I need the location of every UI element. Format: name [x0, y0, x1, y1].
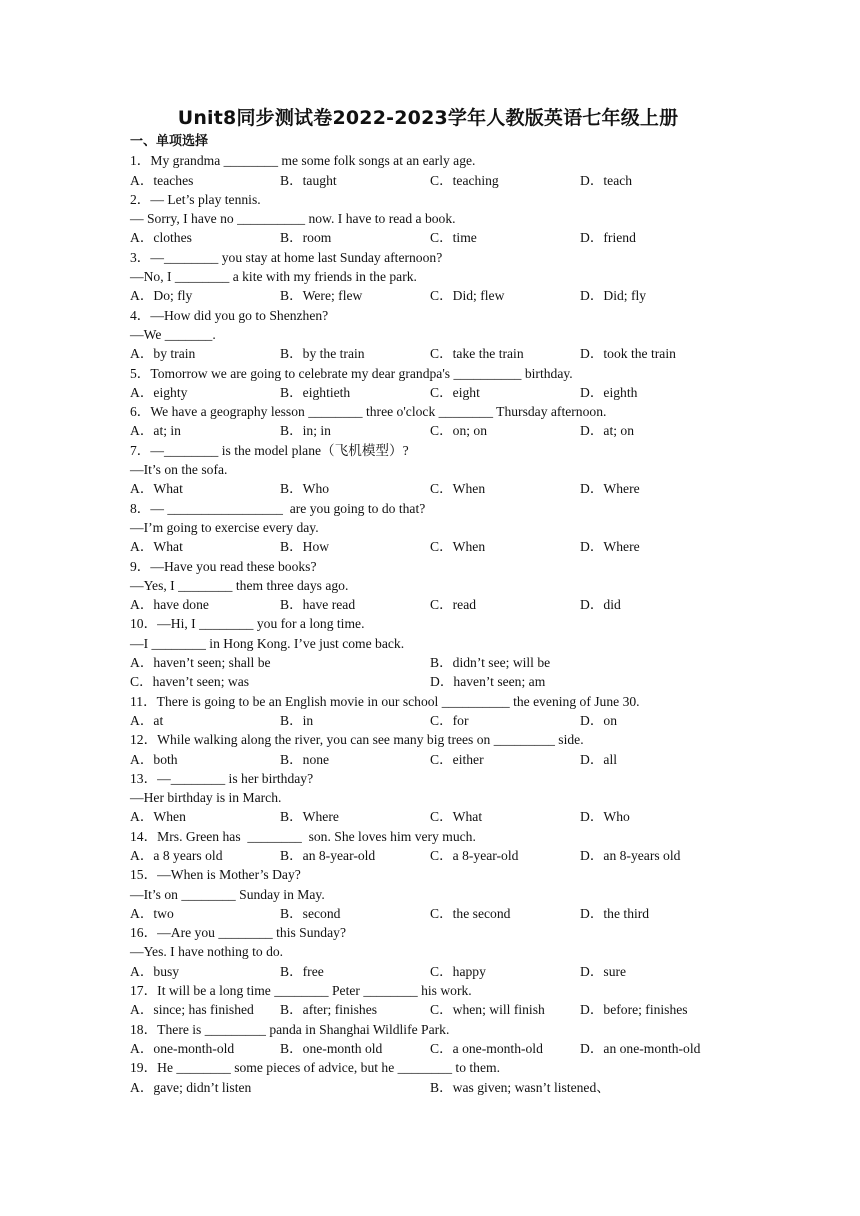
option-d: D．Where: [580, 539, 640, 555]
option-b: B．eightieth: [280, 384, 351, 400]
options-row: [130, 479, 750, 498]
option-b: B．Where: [280, 809, 339, 825]
option-c: C．when; will finish: [430, 1002, 545, 1018]
option-c: C．Did; flew: [430, 288, 505, 304]
option-c: C．a one-month-old: [430, 1040, 543, 1056]
question-item: [130, 402, 750, 441]
question-stem: 2．— Let’s play tennis.: [130, 191, 261, 207]
option-b: B．one-month old: [280, 1040, 383, 1056]
question-item: [130, 441, 750, 499]
question-item: [130, 827, 750, 866]
option-c: C．take the train: [430, 346, 524, 362]
option-c: C．teaching: [430, 172, 499, 188]
option-b: B．have read: [280, 597, 356, 613]
question-dialogue-line: —It’s on ________ Sunday in May.: [130, 886, 325, 902]
option-c: C．When: [430, 539, 486, 555]
question-stem: 12．While walking along the river, you can see many big trees on _________ side.: [130, 732, 584, 748]
option-d: D．before; finishes: [580, 1002, 688, 1018]
document-page: [130, 104, 750, 1097]
option-d: D．haven’t seen; am: [430, 674, 546, 690]
option-b: B．an 8-year-old: [280, 847, 376, 863]
question-dialogue-line: —Yes. I have nothing to do.: [130, 944, 284, 960]
option-c: C．happy: [430, 963, 486, 979]
section-heading: 一、单项选择: [130, 134, 209, 149]
option-a: A．busy: [130, 963, 180, 979]
question-stem: 4．—How did you go to Shenzhen?: [130, 307, 329, 323]
question-stem: 9．—Have you read these books?: [130, 558, 317, 574]
option-a: A．since; has finished: [130, 1002, 254, 1018]
question-dialogue-line: — Sorry, I have no __________ now. I have to read a book.: [130, 211, 456, 227]
option-b: B．room: [280, 230, 332, 246]
question-item: [130, 614, 750, 691]
options-row: [130, 904, 750, 923]
question-item: [130, 248, 750, 306]
option-b: B．Were; flew: [280, 288, 363, 304]
option-c: C．either: [430, 751, 484, 767]
option-a: A．by train: [130, 346, 196, 362]
question-stem: 8．— _________________ are you going to do that?: [130, 500, 426, 516]
option-d: D．took the train: [580, 346, 676, 362]
question-stem: 3．—________ you stay at home last Sunday afternoon?: [130, 249, 443, 265]
option-a: A．one-month-old: [130, 1040, 235, 1056]
option-c: C．for: [430, 712, 469, 728]
question-stem: 5．Tomorrow we are going to celebrate my dear grandpa's __________ birthday.: [130, 365, 573, 381]
option-a: A．a 8 years old: [130, 847, 223, 863]
option-c: C．eight: [430, 384, 480, 400]
option-d: D．on: [580, 712, 618, 728]
option-b: B．in: [280, 712, 314, 728]
question-item: [130, 692, 750, 731]
option-a: A．eighty: [130, 384, 188, 400]
options-row: [130, 653, 750, 672]
option-c: C．the second: [430, 905, 511, 921]
option-a: A．at; in: [130, 423, 181, 439]
question-dialogue-line: —We _______.: [130, 326, 216, 342]
option-c: C．read: [430, 597, 477, 613]
question-dialogue-line: —Her birthday is in March.: [130, 790, 282, 806]
option-b: B．free: [280, 963, 324, 979]
options-row: [130, 537, 750, 556]
option-c: C．a 8-year-old: [430, 847, 519, 863]
option-a: A．have done: [130, 597, 209, 613]
option-a: A．two: [130, 905, 174, 921]
option-c: C．on; on: [430, 423, 488, 439]
question-dialogue-line: —No, I ________ a kite with my friends in the park.: [130, 269, 417, 285]
question-dialogue-line: —It’s on the sofa.: [130, 462, 228, 478]
option-d: D．at; on: [580, 423, 634, 439]
option-d: D．sure: [580, 963, 627, 979]
options-row: [130, 171, 750, 190]
question-list: [130, 151, 750, 1097]
option-b: B．by the train: [280, 346, 365, 362]
option-d: D．all: [580, 751, 617, 767]
option-d: D．Who: [580, 809, 630, 825]
options-row: [130, 750, 750, 769]
option-d: D．Did; fly: [580, 288, 647, 304]
question-item: [130, 1058, 750, 1097]
option-d: D．did: [580, 597, 621, 613]
question-item: [130, 1020, 750, 1059]
option-a: A．What: [130, 539, 183, 555]
option-b: B．didn’t see; will be: [430, 655, 551, 671]
option-c: C．haven’t seen; was: [130, 674, 250, 690]
options-row: [130, 228, 750, 247]
option-c: C．time: [430, 230, 477, 246]
question-stem: 13．—________ is her birthday?: [130, 770, 314, 786]
options-row: [130, 672, 750, 691]
option-c: C．When: [430, 481, 486, 497]
option-a: A．both: [130, 751, 178, 767]
page-title: Unit8同步测试卷2022-2023学年人教版英语七年级上册: [177, 107, 679, 129]
options-row: [130, 383, 750, 402]
option-b: B．was given; wasn’t listened、: [430, 1079, 610, 1095]
options-row: [130, 1078, 750, 1097]
options-row: [130, 1039, 750, 1058]
question-stem: 10．—Hi, I ________ you for a long time.: [130, 616, 365, 632]
question-stem: 7．—________ is the model plane（飞机模型）?: [130, 442, 409, 458]
question-dialogue-line: —I ________ in Hong Kong. I’ve just come back.: [130, 635, 405, 651]
option-a: A．What: [130, 481, 183, 497]
option-d: D．eighth: [580, 384, 638, 400]
question-item: [130, 557, 750, 615]
options-row: [130, 421, 750, 440]
question-stem: 17．It will be a long time ________ Peter ________ his work.: [130, 983, 472, 999]
option-c: C．What: [430, 809, 483, 825]
option-a: A．When: [130, 809, 186, 825]
option-b: B．second: [280, 905, 341, 921]
question-stem: 14．Mrs. Green has ________ son. She loves him very much.: [130, 828, 476, 844]
option-b: B．taught: [280, 172, 337, 188]
question-stem: 1．My grandma ________ me some folk songs at an early age.: [130, 153, 476, 169]
option-b: B．in; in: [280, 423, 331, 439]
question-stem: 11．There is going to be an English movie in our school __________ the evening of June 30.: [130, 693, 640, 709]
option-d: D．friend: [580, 230, 636, 246]
option-b: B．after; finishes: [280, 1002, 378, 1018]
option-a: A．at: [130, 712, 164, 728]
option-a: A．haven’t seen; shall be: [130, 655, 271, 671]
option-d: D．teach: [580, 172, 633, 188]
options-row: [130, 286, 750, 305]
option-d: D．an one-month-old: [580, 1040, 701, 1056]
options-row: [130, 807, 750, 826]
option-a: A．teaches: [130, 172, 194, 188]
options-row: [130, 846, 750, 865]
question-item: [130, 981, 750, 1020]
question-item: [130, 499, 750, 557]
question-stem: 16．—Are you ________ this Sunday?: [130, 925, 346, 941]
options-row: [130, 1000, 750, 1019]
question-item: [130, 151, 750, 190]
question-item: [130, 190, 750, 248]
question-item: [130, 865, 750, 923]
option-a: A．gave; didn’t listen: [130, 1079, 252, 1095]
option-a: A．Do; fly: [130, 288, 193, 304]
options-row: [130, 344, 750, 363]
question-stem: 6．We have a geography lesson ________ three o'clock ________ Thursday afternoon.: [130, 404, 607, 420]
question-item: [130, 364, 750, 403]
options-row: [130, 595, 750, 614]
options-row: [130, 711, 750, 730]
question-item: [130, 923, 750, 981]
question-dialogue-line: —Yes, I ________ them three days ago.: [130, 577, 349, 593]
option-d: D．the third: [580, 905, 650, 921]
question-dialogue-line: —I’m going to exercise every day.: [130, 519, 319, 535]
question-stem: 19．He ________ some pieces of advice, but he ________ to them.: [130, 1060, 500, 1076]
question-item: [130, 306, 750, 364]
option-d: D．Where: [580, 481, 640, 497]
option-b: B．How: [280, 539, 330, 555]
option-a: A．clothes: [130, 230, 192, 246]
option-b: B．Who: [280, 481, 330, 497]
option-d: D．an 8-years old: [580, 847, 681, 863]
options-row: [130, 962, 750, 981]
question-stem: 15．—When is Mother’s Day?: [130, 867, 301, 883]
question-item: [130, 769, 750, 827]
question-stem: 18．There is _________ panda in Shanghai Wildlife Park.: [130, 1021, 450, 1037]
option-b: B．none: [280, 751, 330, 767]
question-item: [130, 730, 750, 769]
